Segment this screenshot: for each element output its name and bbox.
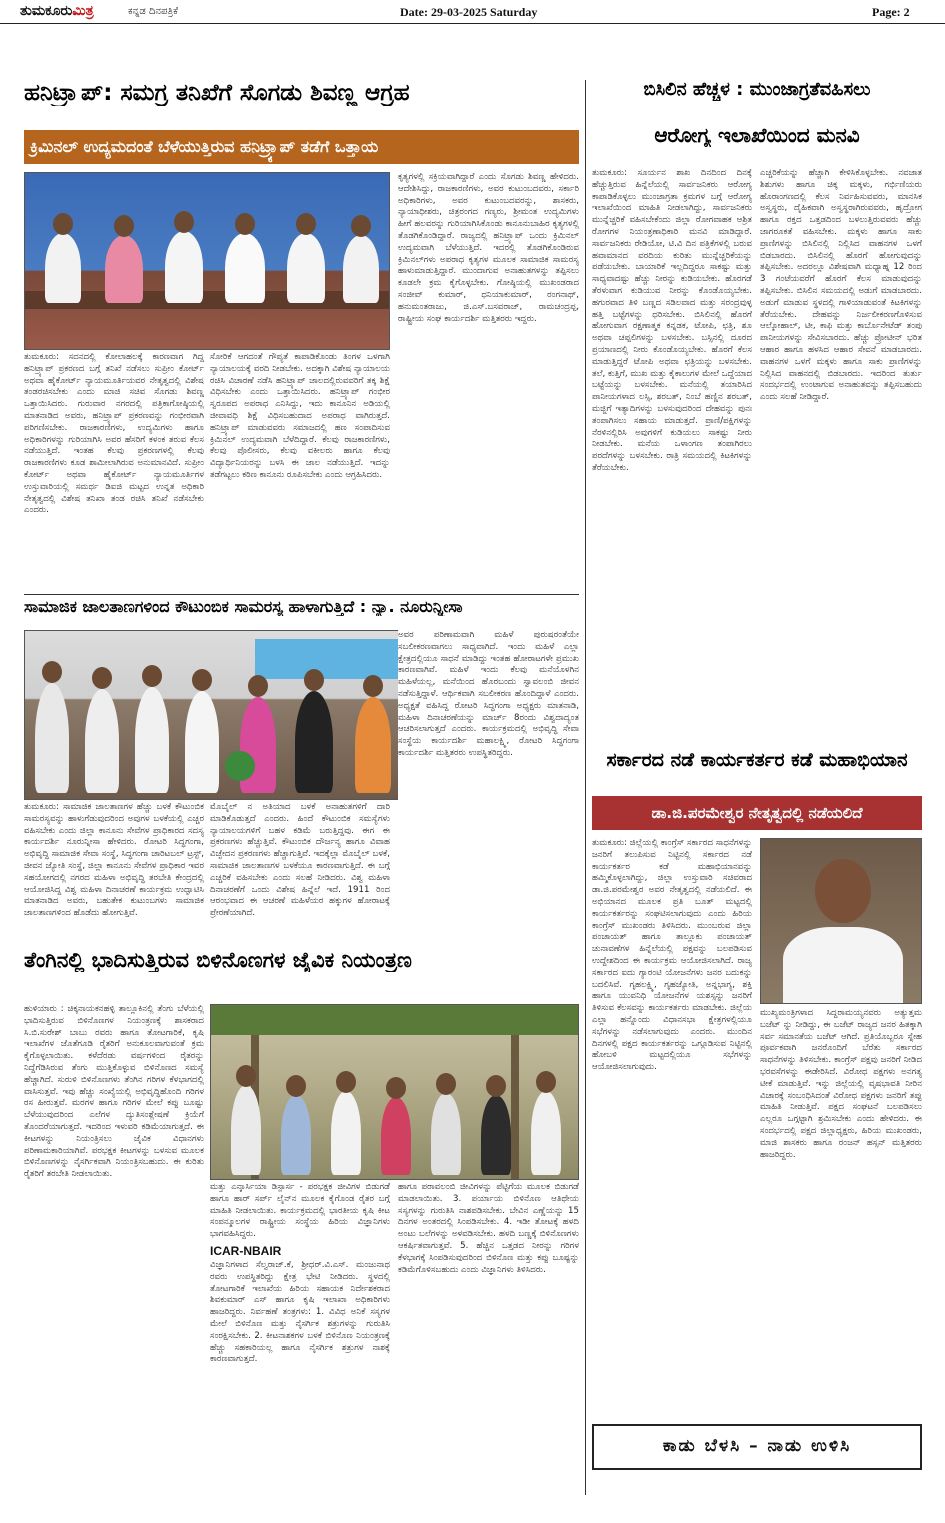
- newspaper-logo: [20, 3, 94, 19]
- story1-column-3: ಕೃತ್ಯಗಳಲ್ಲಿ ಸಕ್ರಿಯವಾಗಿದ್ದಾರೆ ಎಂದು ಸೊಗಡು ಶಿವಣ್ಣ ಹೇಳಿದರು. ಆದೇಶಿಸಿದ್ದು, ರಾಜಕಾರಣಿಗಳು, ಅವರ ಕುಟುಂಬದವರು, ಸರ್ಕಾರಿ ಅಧಿಕಾರಿಗಳು, ಅವರ ಕುಟುಂಬದವರನ್ನು, ಶಾಸಕರು, ನ್ಯಾಯಾಧೀಶರು, ಚಿತ್ರರಂಗದ ಗಣ್ಯರು, ಶ್ರೀಮಂತ ಉದ್ಯಮಿಗಳು ಹೀಗೆ ಹಲವರನ್ನು ಗುರಿಯಾಗಿಸಿಕೊಂಡು ಕಾನೂನುಬಾಹಿರ ಕೃತ್ಯಗಳಲ್ಲಿ ತೊಡಗಿಕೊಂಡಿದ್ದಾರೆ. ರಾಜ್ಯದಲ್ಲಿ ಹನಿಟ್ರ್ಯಾಪ್ ಒಂದು ಕ್ರಿಮಿನಲ್ ಉದ್ಯಮವಾಗಿ ಬೆಳೆಯುತ್ತಿದೆ. ಇದರಲ್ಲಿ ತೊಡಗಿಕೊಂಡಿರುವ ಕ್ರಿಮಿನಲ್‌ಗಳು ಅಪರಾಧ ಕೃತ್ಯಗಳ ಮೂಲಕ ಸಾಮಾಜಿಕ ಸಾಮರಸ್ಯ ಹಾಳುಮಾಡುತ್ತಿದ್ದಾರೆ. ಮುಂದಾಗುವ ಅನಾಹುತಗಳನ್ನು ತಪ್ಪಿಸಲು ಕೂಡಲೇ ಕ್ರಮ ಕೈಗೊಳ್ಳಬೇಕು. ಗೋಷ್ಠಿಯಲ್ಲಿ ಮುಖಂಡರಾದ ಸಂಜೀವ್ ಕುಮಾರ್, ಧನಿಯಾಕುಮಾರ್, ರಂಗನಾಥ್, ಹನುಮಂತರಾಜು, ಜಿ.ಎಸ್.ಬಸವರಾಜ್, ರಾಮಚಂದ್ರಪ್ಪ, ರಾಷ್ಟ್ರೀಯ ಸಂಘ ಕಾರ್ಯದರ್ಶಿ ಮತ್ತಿತರರು ಇದ್ದರು.: [398, 172, 579, 324]
- story5-headline: ತೆಂಗಿನಲ್ಲಿ ಭಾದಿಸುತ್ತಿರುವ ಬಿಳಿನೊಣಗಳ ಜೈವಿಕ ನಿಯಂತ್ರಣ: [24, 948, 412, 972]
- masthead: [0, 0, 945, 24]
- story4-column-2: ಮುಖ್ಯಮಂತ್ರಿಗಳಾದ ಸಿದ್ದರಾಮಯ್ಯನವರು ಅತ್ಯುತ್ತಮ ಬಜೆಟ್ ನ್ನು ನೀಡಿದ್ದು, ಈ ಬಜೆಟ್ ರಾಜ್ಯದ ಜನರ ಹಿತಕ್ಕಾಗಿ ಸರ್ವ ಸಮಾನತೆಯ ಬಜೆಟ್ ಆಗಿದೆ. ಪ್ರತಿಯೊಬ್ಬರೂ ಸ್ನೇಹ ಪೂರ್ವಕವಾಗಿ ಜನರೊಂದಿಗೆ ಬೆರೆತು ಸರ್ಕಾರದ ಸಾಧನೆಗಳನ್ನು ತಿಳಿಸಬೇಕು. ಕಾಂಗ್ರೆಸ್ ಪಕ್ಷವು ಜನರಿಗೆ ನೀಡಿದ ಭರವಸೆಗಳನ್ನು ಈಡೇರಿಸಿದೆ. ವಿರೋಧ ಪಕ್ಷಗಳು ಅನಗತ್ಯ ಟೀಕೆ ಮಾಡುತ್ತಿವೆ. ಇನ್ನು ಜಿಲ್ಲೆಯಲ್ಲಿ ವೃಷಭಾವತಿ ನೀರಿನ ವಿಚಾರಕ್ಕೆ ಸಂಬಂಧಿಸಿದಂತೆ ವಿರೋಧ ಪಕ್ಷಗಳು ಜನರಿಗೆ ತಪ್ಪು ಮಾಹಿತಿ ನೀಡುತ್ತಿವೆ. ಪಕ್ಷದ ಸಂಘಟನೆ ಬಲಪಡಿಸಲು ಎಲ್ಲರೂ ಒಗ್ಗಟ್ಟಾಗಿ ಶ್ರಮಿಸಬೇಕು ಎಂದು ಹೇಳಿದರು. ಈ ಸಂದರ್ಭದಲ್ಲಿ ಪಕ್ಷದ ಜಿಲ್ಲಾಧ್ಯಕ್ಷರು, ಹಿರಿಯ ಮುಖಂಡರು, ಮಾಜಿ ಶಾಸಕರು ಹಾಗೂ ರಂಜನ್ ಹಸ್ಸನ್ ಮತ್ತಿತರರು ಹಾಜರಿದ್ದರು.: [760, 1008, 922, 1160]
- story5-column-3: ಹಾಗೂ ಪರಾವಲಂಬಿ ಜೀವಿಗಳನ್ನು ಪೆಟ್ಟಿಗೆಯ ಮೂಲಕ ಬಿಡುಗಡೆ ಮಾಡಲಾಯಿತು. 3. ಪರ್ಯಾಯ ಬಿಳಿನೊಣ ಆತಿಥೇಯ ಸಸ್ಯಗಳನ್ನು ಗುರುತಿಸಿ ನಾಶಪಡಿಸಬೇಕು. ಬೇವಿನ ಎಣ್ಣೆಯನ್ನು 15 ದಿನಗಳ ಅಂತರದಲ್ಲಿ ಸಿಂಪಡಿಸಬೇಕು. 4. ಇಡೀ ತೋಟಕ್ಕೆ ಹಳದಿ ಅಂಟು ಬಲೆಗಳನ್ನು ಅಳವಡಿಸಬೇಕು. ಹಳದಿ ಬಣ್ಣಕ್ಕೆ ಬಿಳಿನೊಣಗಳು ಆಕರ್ಷಿತವಾಗುತ್ತವೆ. 5. ಹೆಚ್ಚಿನ ಒತ್ತಡದ ನೀರನ್ನು ಗರಿಗಳ ಕೆಳಭಾಗಕ್ಕೆ ಸಿಂಪಡಿಸುವುದರಿಂದ ಬಿಳಿನೊಣ ಮತ್ತು ಕಪ್ಪು ಬೂಷ್ಟನ್ನು ಕಡಿಮೆಗೊಳಿಸಬಹುದು ಎಂದು ವಿಜ್ಞಾನಿಗಳು ತಿಳಿಸಿದರು.: [398, 1182, 579, 1275]
- page-number: Page: 2: [872, 5, 910, 19]
- story4-subhead: ಡಾ.ಜಿ.ಪರಮೇಶ್ವರ ನೇತೃತ್ವದಲ್ಲಿ ನಡೆಯಲಿದೆ: [592, 796, 922, 830]
- story5-column-1: ಹುಳಿಯಾರು : ಚಿಕ್ಕನಾಯಕನಹಳ್ಳಿ ತಾಲ್ಲೂಕಿನಲ್ಲಿ ತೆಂಗು ಬೆಳೆಯಲ್ಲಿ ಭಾದಿಸುತ್ತಿರುವ ಬಿಳಿನೊಣಗಳ ನಿಯಂತ್ರಣಕ್ಕೆ ಶಾಸಕರಾದ ಸಿ.ಬಿ.ಸುರೇಶ್ ಬಾಬು ರವರು ಹಾಗೂ ತೋಟಗಾರಿಕೆ, ಕೃಷಿ ಇಲಾಖೆಗಳ ಜೊತೆಗೂಡಿ ರೈತರಿಗೆ ಅನುಕೂಲವಾಗುವಂತೆ ಕ್ರಮ ಕೈಗೊಳ್ಳಲಾಯಿತು. ಕಳೆದೆರಡು ವರ್ಷಗಳಿಂದ ರೈತರನ್ನು ನಿದ್ದೆಗೆಡಿಸಿರುವ ತೆಂಗು ಮುತ್ತಿಕೊಳ್ಳುವ ಬಿಳಿನೊಣದ ಸಮಸ್ಯೆ ಹೆಚ್ಚಾಗಿದೆ. ಸುರುಳಿ ಬಿಳಿನೊಣಗಳು ತೆಂಗಿನ ಗರಿಗಳ ಕೆಳಭಾಗದಲ್ಲಿ ವಾಸಿಸುತ್ತವೆ. ಇವು ಹೆಚ್ಚು ಸಂಖ್ಯೆಯಲ್ಲಿ ಅಭಿವೃದ್ಧಿಹೊಂದಿ ಗರಿಗಳ ರಸ ಹೀರುತ್ತವೆ. ಮರಗಳ ಹಾಗೂ ಗರಿಗಳ ಮೇಲೆ ಕಪ್ಪು ಬೂಷ್ಟು ಬೆಳೆಯುವುದರಿಂದ ಎಲೆಗಳ ದ್ಯುತಿಸಂಶ್ಲೇಷಣೆ ಕ್ರಿಯೆಗೆ ತೊಂದರೆಯಾಗುತ್ತದೆ. ಇದರಿಂದ ಇಳುವರಿ ಕಡಿಮೆಯಾಗುತ್ತದೆ. ಈ ಕೀಟಗಳನ್ನು ನಿಯಂತ್ರಿಸಲು ಜೈವಿಕ ವಿಧಾನಗಳು ಪರಿಣಾಮಕಾರಿಯಾಗಿವೆ. ಪರಭಕ್ಷಕ ಕೀಟಗಳನ್ನು ಬಳಸುವ ಮೂಲಕ ಬಿಳಿನೊಣಗಳನ್ನು ನೈಸರ್ಗಿಕವಾಗಿ ನಿಯಂತ್ರಿಸಬಹುದು. ಈ ಕುರಿತು ರೈತರಿಗೆ ತರಬೇತಿ ನೀಡಲಾಯಿತು.: [24, 1004, 204, 1180]
- slogan-box: ಕಾಡು ಬೆಳಸಿ – ನಾಡು ಉಳಿಸಿ: [592, 1424, 922, 1470]
- story2-column-2: ಎಚ್ಚರಿಕೆಯನ್ನು ಹೆಚ್ಚಾಗಿ ಕೇಳಿಸಿಕೊಳ್ಳಬೇಕು. ನವಜಾತ ಶಿಶುಗಳು ಹಾಗೂ ಚಿಕ್ಕ ಮಕ್ಕಳು, ಗರ್ಭಿಣಿಯರು ಹೊರಾಂಗಣದಲ್ಲಿ ಕೆಲಸ ನಿರ್ವಹಿಸುವವರು, ಮಾನಸಿಕ ಅಸ್ವಸ್ಥರು, ದೈಹಿಕವಾಗಿ ಅಸ್ವಸ್ಥರಾಗಿರುವವರು, ಹೃದ್ರೋಗ ಹಾಗೂ ರಕ್ತದ ಒತ್ತಡದಿಂದ ಬಳಲುತ್ತಿರುವವರು ಹೆಚ್ಚು ಜಾಗರೂಕತೆ ವಹಿಸಬೇಕು. ಮಕ್ಕಳು ಹಾಗೂ ಸಾಕು ಪ್ರಾಣಿಗಳನ್ನು ಬಿಸಿಲಿನಲ್ಲಿ ನಿಲ್ಲಿಸಿದ ವಾಹನಗಳ ಒಳಗೆ ಬಿಡಬಾರದು. ಬಿಸಿಲಿನಲ್ಲಿ ಹೊರಗೆ ಹೋಗುವುದನ್ನು ತಪ್ಪಿಸಬೇಕು. ಅದರಲ್ಲೂ ವಿಶೇಷವಾಗಿ ಮಧ್ಯಾಹ್ನ 12 ರಿಂದ 3 ಗಂಟೆಯವರೆಗೆ ಹೊರಗೆ ಕೆಲಸ ಮಾಡುವುದನ್ನು ತಪ್ಪಿಸಬೇಕು. ಬಿಸಿಲಿನ ಸಮಯದಲ್ಲಿ ಅಡುಗೆ ಮಾಡಬಾರದು. ಅಡುಗೆ ಮಾಡುವ ಸ್ಥಳದಲ್ಲಿ ಗಾಳಿಯಾಡುವಂತೆ ಕಿಟಕಿಗಳನ್ನು ತೆರೆಯಬೇಕು. ದೇಹವನ್ನು ನಿರ್ಜಲೀಕರಣಗೊಳಿಸುವ ಆಲ್ಕೋಹಾಲ್, ಟೀ, ಕಾಫಿ ಮತ್ತು ಕಾರ್ಬೊನೇಟೆಡ್ ತಂಪು ಪಾನೀಯಗಳನ್ನು ಸೇವಿಸಬಾರದು. ಹೆಚ್ಚು ಪ್ರೋಟೀನ್ ಭರಿತ ಆಹಾರ ಹಾಗೂ ಹಳಸಿದ ಆಹಾರ ಸೇವನೆ ಮಾಡಬಾರದು. ವಾಹನಗಳ ಒಳಗೆ ಮಕ್ಕಳು ಹಾಗೂ ಸಾಕು ಪ್ರಾಣಿಗಳನ್ನು ನಿಲ್ಲಿಸಿದ ವಾಹನದಲ್ಲಿ ಬಿಡಬಾರದು. ಇದರಿಂದ ತುರ್ತು ಸಂದರ್ಭದಲ್ಲಿ ಉಂಟಾಗುವ ಅನಾಹುತವನ್ನು ತಪ್ಪಿಸಬಹುದು ಎಂದು ಸಲಹೆ ನೀಡಿದ್ದಾರೆ.: [760, 168, 922, 403]
- plant-pot: [225, 751, 255, 781]
- story3-column-3: ಅವರ ಪರಿಣಾಮವಾಗಿ ಮಹಿಳೆ ಪುರುಷರಂತೆಯೇ ಸಬಲೀಕರಣವಾಗಲು ಸಾಧ್ಯವಾಗಿದೆ. ಇಂದು ಮಹಿಳೆ ಎಲ್ಲಾ ಕ್ಷೇತ್ರದಲ್ಲಿಯೂ ಸಾಧನೆ ಮಾಡಿದ್ದು ಇಂತಹ ಹೋರಾಟಗಳೇ ಪ್ರಮುಖ ಕಾರಣವಾಗಿವೆ. ಮಹಿಳೆ ಇಂದು ಕೆಲವು ಮನೆಯೊಳಗಿನ ಮಹಿಳೆಯಲ್ಲ, ಮನೆಯಿಂದ ಹೊರಬಂದು ಸ್ವಾವಲಂಬಿ ಜೀವನ ನಡೆಸುತ್ತಿದ್ದಾಳೆ. ಆರ್ಥಿಕವಾಗಿ ಸಬಲೀಕರಣ ಹೊಂದಿದ್ದಾಳೆ ಎಂದರು. ಅಧ್ಯಕ್ಷತೆ ವಹಿಸಿದ್ದ ರೋಟರಿ ಸಿದ್ಧಗಂಗಾ ಅಧ್ಯಕ್ಷರು ಮಾತನಾಡಿ, ಮಹಿಳಾ ದಿನಾಚರಣೆಯನ್ನು ಮಾರ್ಚ್ 8ರಂದು ವಿಶ್ವದಾದ್ಯಂತ ಆಚರಿಸಲಾಗುತ್ತದೆ ಎಂದರು. ಕಾರ್ಯಕ್ರಮದಲ್ಲಿ ಅಭಿವೃದ್ಧಿ ಸೇವಾ ಸಂಸ್ಥೆಯ ಕಾರ್ಯದರ್ಶಿ ಮಹಾಲಕ್ಷ್ಮಿ, ರೋಟರಿ ಸಿದ್ಧಗಂಗಾ ಕಾರ್ಯದರ್ಶಿ ಮತ್ತಿತರರು ಉಪಸ್ಥಿತರಿದ್ದರು.: [398, 630, 579, 942]
- story3-column-1: ತುಮಕೂರು: ಸಾಮಾಜಿಕ ಜಾಲತಾಣಗಳ ಹೆಚ್ಚು ಬಳಕೆ ಕೌಟುಂಬಿಕ ಸಾಮರಸ್ಯವನ್ನು ಹಾಳುಗೆಡುವುದರಿಂದ ಅವುಗಳ ಬಳಕೆಯಲ್ಲಿ ಎಚ್ಚರ ವಹಿಸಬೇಕು ಎಂದು ಜಿಲ್ಲಾ ಕಾನೂನು ಸೇವೆಗಳ ಪ್ರಾಧಿಕಾರದ ಸದಸ್ಯ ಕಾರ್ಯದರ್ಶಿ ನೂರುನ್ನೀಸಾ ಹೇಳಿದರು. ರೋಟರಿ ಸಿದ್ಧಗಂಗಾ, ಅಭಿವೃದ್ಧಿ ಸಾಮಾಜಿಕ ಸೇವಾ ಸಂಸ್ಥೆ, ಸಿದ್ಧಗಂಗಾ ಚಾರಿಟಬಲ್ ಟ್ರಸ್ಟ್, ಜೀವನ ಜ್ಯೋತಿ ಸಂಸ್ಥೆ, ಜಿಲ್ಲಾ ಕಾನೂನು ಸೇವೆಗಳ ಪ್ರಾಧಿಕಾರ ಇವರ ಸಹಯೋಗದಲ್ಲಿ ನಗರದ ಮಹಿಳಾ ಅಭಿವೃದ್ಧಿ ತರಬೇತಿ ಕೇಂದ್ರದಲ್ಲಿ ಆಯೋಜಿಸಿದ್ದ ವಿಶ್ವ ಮಹಿಳಾ ದಿನಾಚರಣೆ ಕಾರ್ಯಕ್ರಮ ಉದ್ಘಾಟಿಸಿ ಮಾತನಾಡಿದ ಅವರು, ಬಹುತೇಕ ಕುಟುಂಬಗಳು ಸಾಮಾಜಿಕ ಜಾಲತಾಣಗಳಿಂದ ಹೊಡೆದು ಹೋಗುತ್ತಿವೆ.: [24, 802, 204, 919]
- portrait-shirt: [783, 927, 903, 1004]
- edition-date: Date: 29-03-2025 Saturday: [400, 5, 538, 19]
- portrait-head: [815, 859, 871, 923]
- story2-headline: ಬಿಸಿಲಿನ ಹೆಚ್ಚಳ : ಮುಂಜಾಗ್ರತೆವಹಿಸಲು: [643, 80, 871, 100]
- story5-photo: [210, 1004, 579, 1180]
- story4-column-1: ತುಮಕೂರು: ಜಿಲ್ಲೆಯಲ್ಲಿ ಕಾಂಗ್ರೆಸ್ ಸರ್ಕಾರದ ಸಾಧನೆಗಳನ್ನು ಜನರಿಗೆ ತಲುಪಿಸುವ ನಿಟ್ಟಿನಲ್ಲಿ ಸರ್ಕಾರದ ನಡೆ ಕಾರ್ಯಕರ್ತರ ಕಡೆ ಮಹಾಭಿಯಾನವನ್ನು ಹಮ್ಮಿಕೊಳ್ಳಲಾಗಿದ್ದು, ಜಿಲ್ಲಾ ಉಸ್ತುವಾರಿ ಸಚಿವರಾದ ಡಾ.ಜಿ.ಪರಮೇಶ್ವರ ಅವರ ನೇತೃತ್ವದಲ್ಲಿ ನಡೆಯಲಿದೆ. ಈ ಅಭಿಯಾನದ ಮೂಲಕ ಪ್ರತಿ ಬೂತ್ ಮಟ್ಟದಲ್ಲಿ ಕಾರ್ಯಕರ್ತರನ್ನು ಸಂಘಟಿಸಲಾಗುವುದು ಎಂದು ಹಿರಿಯ ಕಾಂಗ್ರೆಸ್ ಮುಖಂಡರು ತಿಳಿಸಿದರು. ಮುಂಬರುವ ಜಿಲ್ಲಾ ಪಂಚಾಯತ್ ಹಾಗೂ ತಾಲ್ಲೂಕು ಪಂಚಾಯತ್ ಚುನಾವಣೆಗಳ ಹಿನ್ನೆಲೆಯಲ್ಲಿ ಪಕ್ಷವನ್ನು ಬಲಪಡಿಸುವ ಉದ್ದೇಶದಿಂದ ಈ ಕಾರ್ಯಕ್ರಮ ಆಯೋಜಿಸಲಾಗಿದೆ. ರಾಜ್ಯ ಸರ್ಕಾರದ ಐದು ಗ್ಯಾರಂಟಿ ಯೋಜನೆಗಳು ಜನರ ಬದುಕನ್ನು ಬದಲಿಸಿವೆ. ಗೃಹಲಕ್ಷ್ಮಿ, ಗೃಹಜ್ಯೋತಿ, ಅನ್ನಭಾಗ್ಯ, ಶಕ್ತಿ ಹಾಗೂ ಯುವನಿಧಿ ಯೋಜನೆಗಳ ಯಶಸ್ಸನ್ನು ಜನರಿಗೆ ತಿಳಿಸುವ ಕೆಲಸವನ್ನು ಕಾರ್ಯಕರ್ತರು ಮಾಡಬೇಕು. ಜಿಲ್ಲೆಯ ಎಲ್ಲಾ ಹನ್ನೊಂದು ವಿಧಾನಸಭಾ ಕ್ಷೇತ್ರಗಳಲ್ಲಿಯೂ ಸಭೆಗಳನ್ನು ನಡೆಸಲಾಗುವುದು ಎಂದರು. ಮುಂದಿನ ದಿನಗಳಲ್ಲಿ ಪಕ್ಷದ ಕಾರ್ಯಕರ್ತರನ್ನು ಒಗ್ಗೂಡಿಸುವ ನಿಟ್ಟಿನಲ್ಲಿ ಹೋಬಳಿ ಮಟ್ಟದಲ್ಲಿಯೂ ಸಭೆಗಳನ್ನು ಆಯೋಜಿಸಲಾಗುವುದು.: [592, 838, 752, 1073]
- logo-text: ತುಮಕೂರು: [20, 3, 73, 19]
- story2-column-1: ತುಮಕೂರು: ಸೂರ್ಯನ ಶಾಖ ದಿನದಿಂದ ದಿನಕ್ಕೆ ಹೆಚ್ಚುತ್ತಿರುವ ಹಿನ್ನೆಲೆಯಲ್ಲಿ ಸಾರ್ವಜನಿಕರು ಆರೋಗ್ಯ ಕಾಪಾಡಿಕೊಳ್ಳಲು ಮುಂಜಾಗ್ರತಾ ಕ್ರಮಗಳ ಬಗ್ಗೆ ಆರೋಗ್ಯ ಇಲಾಖೆಯಿಂದ ಮಾಹಿತಿ ನೀಡಲಾಗಿದ್ದು, ಸಾರ್ವಜನಿಕರು ಮುನ್ನೆಚ್ಚರಿಕೆ ವಹಿಸಬೇಕೆಂದು ಜಿಲ್ಲಾ ರೋಗವಾಹಕ ಆಶ್ರಿತ ರೋಗಗಳ ನಿಯಂತ್ರಣಾಧಿಕಾರಿ ಮನವಿ ಮಾಡಿದ್ದಾರೆ. ಸಾರ್ವಜನಿಕರು ರೇಡಿಯೋ, ಟಿ.ವಿ ದಿನ ಪತ್ರಿಕೆಗಳಲ್ಲಿ ಬರುವ ಹವಾಮಾನದ ವರದಿಯ ಕುರಿತು ಮುನ್ನೆಚ್ಚರಿಕೆಯನ್ನು ಪಡೆಯಬೇಕು. ಬಾಯಾರಿಕೆ ಇಲ್ಲದಿದ್ದರೂ ಸಾಕಷ್ಟು ಮತ್ತು ಸಾಧ್ಯವಾದಷ್ಟು ಹೆಚ್ಚು ನೀರನ್ನು ಕುಡಿಯಬೇಕು. ಹೊರಗಡೆ ತೆರಳುವಾಗ ಕುಡಿಯುವ ನೀರನ್ನು ಕೊಂಡೊಯ್ಯಬೇಕು. ಹಗುರವಾದ ತಿಳಿ ಬಣ್ಣದ ಸಡಿಲವಾದ ಮತ್ತು ಸರಂದ್ರವುಳ್ಳ ಹತ್ತಿ ಬಟ್ಟೆಗಳನ್ನು ಧರಿಸಬೇಕು. ಬಿಸಿಲಿನಲ್ಲಿ ಹೊರಗೆ ಹೋಗುವಾಗ ರಕ್ಷಣಾತ್ಮಕ ಕನ್ನಡಕ, ಟೋಪಿ, ಛತ್ರಿ, ಶೂ ಅಥವಾ ಚಪ್ಪಲಿಗಳನ್ನು ಬಳಸಬೇಕು. ಬಸ್ಸಿನಲ್ಲಿ ದೂರದ ಪ್ರಯಾಣದಲ್ಲಿ ನೀರು ಕೊಂಡೊಯ್ಯಬೇಕು. ಹೊರಗೆ ಕೆಲಸ ಮಾಡುತ್ತಿದ್ದರೆ ಟೋಪಿ ಅಥವಾ ಛತ್ರಿಯನ್ನು ಬಳಸಬೇಕು. ತಲೆ, ಕುತ್ತಿಗೆ, ಮುಖ ಮತ್ತು ಕೈಕಾಲುಗಳ ಮೇಲೆ ಒದ್ದೆಯಾದ ಬಟ್ಟೆಯನ್ನು ಬಳಸಬೇಕು. ಮನೆಯಲ್ಲಿ ತಯಾರಿಸಿದ ಪಾನೀಯಗಳಾದ ಲಸ್ಸಿ, ಶರಬತ್, ನಿಂಬೆ ಹಣ್ಣಿನ ಶರಬತ್, ಮಜ್ಜಿಗೆ ಇತ್ಯಾದಿಗಳನ್ನು ಬಳಸುವುದರಿಂದ ದೇಹವನ್ನು ಪುನಃ ತಂಪಾಗಿಸಲು ಸಹಾಯ ಮಾಡುತ್ತದೆ. ಪ್ರಾಣಿ/ಪಕ್ಷಿಗಳನ್ನು ನೆರಳಿನಲ್ಲಿರಿಸಿ ಅವುಗಳಿಗೆ ಕುಡಿಯಲು ಸಾಕಷ್ಟು ನೀರು ನೀಡಬೇಕು. ಮನೆಯ ಒಳಾಂಗಣ ತಂಪಾಗಿರಲು ಪರದೆಗಳನ್ನು ಬಳಸಬೇಕು. ರಾತ್ರಿ ಸಮಯದಲ್ಲಿ ಕಿಟಕಿಗಳನ್ನು ತೆರೆಯಬೇಕು.: [592, 168, 752, 473]
- story4-headline: ಸರ್ಕಾರದ ನಡೆ ಕಾರ್ಯಕರ್ತರ ಕಡೆ ಮಹಾಭಿಯಾನ: [606, 750, 908, 771]
- story5-column-2-continued: ವಿಜ್ಞಾನಿಗಳಾದ ಸೆಲ್ವರಾಜ್.ಕೆ, ಶ್ರೀಧರ್.ವಿ.ಎಸ್. ಮಂಜುನಾಥ ರವರು ಉಪಸ್ಥಿತರಿದ್ದು ಕ್ಷೇತ್ರ ಭೇಟಿ ನೀಡಿದರು. ಸ್ಥಳದಲ್ಲಿ ತೋಟಗಾರಿಕೆ ಇಲಾಖೆಯ ಹಿರಿಯ ಸಹಾಯಕ ನಿರ್ದೇಶಕರಾದ ಶಿವಕುಮಾರ್ ಎಸ್ ಹಾಗೂ ಕೃಷಿ ಇಲಾಖಾ ಅಧಿಕಾರಿಗಳು ಹಾಜರಿದ್ದರು. ನಿರ್ವಹಣೆ ತಂತ್ರಗಳು: 1. ವಿವಿಧ ಅನಿಕೆ ಸಸ್ಯಗಳ ಮೇಲೆ ಬಿಳಿನೊಣ ಮತ್ತು ನೈಸರ್ಗಿಕ ಶತ್ರುಗಳನ್ನು ಗುರುತಿಸಿ ಸಂರಕ್ಷಿಸಬೇಕು. 2. ಕೀಟನಾಶಕಗಳ ಬಳಕೆ ಬಿಳಿನೊಣ ನಿಯಂತ್ರಣಕ್ಕೆ ಹೆಚ್ಚು ಸಹಕಾರಿಯಲ್ಲ ಹಾಗೂ ನೈಸರ್ಗಿಕ ಶತ್ರುಗಳ ನಾಶಕ್ಕೆ ಕಾರಣವಾಗುತ್ತದೆ.: [210, 1260, 390, 1365]
- leader-portrait: [760, 838, 922, 1004]
- section-divider: [24, 594, 579, 595]
- story1-column-2: ಸೋರಿಕೆ ಆಗದಂತೆ ಗೌಪ್ಯತೆ ಕಾಪಾಡಿಕೊಂಡು ತಿಂಗಳ ಒಳಗಾಗಿ ನ್ಯಾಯಾಲಯಕ್ಕೆ ವರದಿ ನೀಡಬೇಕು. ಅದಕ್ಕಾಗಿ ವಿಶೇಷ ನ್ಯಾಯಾಲಯ ರಚಿಸಿ ವಿಚಾರಣೆ ನಡೆಸಿ ಹನಿಟ್ರ್ಯಾಪ್ ಜಾಲದಲ್ಲಿರುವವರಿಗೆ ತಕ್ಕ ಶಿಕ್ಷೆ ವಿಧಿಸಬೇಕು ಎಂದು ಒತ್ತಾಯಿಸಿದರು. ಹನಿಟ್ರ್ಯಾಪ್ ಗಂಭೀರ ಸ್ವರೂಪದ ಅಪರಾಧ ಎನಿಸಿದ್ದು, ಇದು ಕಾನೂನಿನ ಅಡಿಯಲ್ಲಿ ಜೀವಾವಧಿ ಶಿಕ್ಷೆ ವಿಧಿಸಬಹುದಾದ ಅಪರಾಧ ವಾಗಿರುತ್ತದೆ. ಹನಿಟ್ರ್ಯಾಪ್ ಮಾಡುವವರು ಸಮಾಜದಲ್ಲಿ ಹಣ ಸಂಪಾದಿಸುವ ಕ್ರಿಮಿನಲ್ ಉದ್ಯಮವಾಗಿ ಬೆಳೆದಿದ್ದಾರೆ. ಕೆಲವು ರಾಜಕಾರಣಿಗಳು, ಕೆಲವು ಪೊಲೀಸರು, ಕೆಲವು ವಕೀಲರು ಹಾಗೂ ಕೆಲವು ವಿದ್ಯಾರ್ಥಿನಿಯರನ್ನು ಬಳಸಿ ಈ ಜಾಲ ನಡೆಯುತ್ತಿದೆ. ಇದನ್ನು ತಡೆಗಟ್ಟಲು ಕಠಿಣ ಕಾನೂನು ರೂಪಿಸಬೇಕು ಎಂದು ಆಗ್ರಹಿಸಿದರು.: [210, 352, 390, 480]
- story1-headline: ಹನಿಟ್ರ್ಯಾಪ್: ಸಮಗ್ರ ತನಿಖೆಗೆ ಸೊಗಡು ಶಿವಣ್ಣ ಆಗ್ರಹ: [24, 80, 410, 106]
- story3-column-2: ಮೊಬೈಲ್ ನ ಅತಿಯಾದ ಬಳಕೆ ಅನಾಹುತಗಳಿಗೆ ದಾರಿ ಮಾಡಿಕೊಡುತ್ತದೆ ಎಂದರು. ಹಿಂದೆ ಕೌಟುಂಬಿಕ ಸಮಸ್ಯೆಗಳು ನ್ಯಾಯಾಲಯಗಳಿಗೆ ಬಹಳ ಕಡಿಮೆ ಬರುತ್ತಿದ್ದವು. ಈಗ ಈ ಪ್ರಕರಣಗಳು ಹೆಚ್ಚುತ್ತಿವೆ. ಕೌಟುಂಬಿಕ ದೌರ್ಜನ್ಯ ಹಾಗೂ ವಿವಾಹ ವಿಚ್ಛೇದನ ಪ್ರಕರಣಗಳು ಹೆಚ್ಚಾಗುತ್ತಿವೆ. ಇದಕ್ಕೆಲ್ಲಾ ಮೊಬೈಲ್ ಬಳಕೆ, ಸಾಮಾಜಿಕ ಜಾಲತಾಣಗಳ ಬಳಕೆಯೂ ಕಾರಣವಾಗುತ್ತಿದೆ. ಈ ಬಗ್ಗೆ ಎಚ್ಚರಿಕೆ ವಹಿಸಬೇಕು ಎಂದು ಸಲಹೆ ನೀಡಿದರು. ವಿಶ್ವ ಮಹಿಳಾ ದಿನಾಚರಣೆಗೆ ಒಂದು ವಿಶೇಷ ಹಿನ್ನೆಲೆ ಇದೆ. 1911 ರಿಂದ ಆರಂಭವಾದ ಈ ಆಚರಣೆ ಮಹಿಳೆಯರ ಹಕ್ಕುಗಳ ಹೋರಾಟಕ್ಕೆ ಪ್ರೇರಣೆಯಾಗಿದೆ.: [210, 802, 390, 919]
- coconut-canopy: [211, 1005, 579, 1035]
- column-divider: [585, 80, 586, 1495]
- story1-photo: [24, 172, 390, 350]
- story5-column-2: ಮತ್ತು ಎನ್ಕಾರ್ಸಿಯಾ ಡಿಸ್ಪಾರ್ಸ - ಪರಭಕ್ಷಕ ಜೀವಿಗಳ ಬಿಡುಗಡೆ ಹಾಗೂ ಹಾರ್ ಸರ್ಪ್ ಲೈನ್‌ನ ಮೂಲಕ ಕೈಗೊಂಡ ರೈತರ ಬಗ್ಗೆ ಮಾಹಿತಿ ನೀಡಲಾಯಿತು. ಕಾರ್ಯಕ್ರಮದಲ್ಲಿ ಭಾರತೀಯ ಕೃಷಿ ಕೀಟ ಸಂಪನ್ಮೂಲಗಳ ರಾಷ್ಟ್ರೀಯ ಸಂಸ್ಥೆಯ ಹಿರಿಯ ವಿಜ್ಞಾನಿಗಳು ಭಾಗವಹಿಸಿದ್ದರು.: [210, 1182, 390, 1240]
- story1-subhead: ಕ್ರಿಮಿನಲ್ ಉದ್ಯಮದಂತೆ ಬೆಳೆಯುತ್ತಿರುವ ಹನಿಟ್ರ್ಯಾಪ್ ತಡೆಗೆ ಒತ್ತಾಯ: [24, 130, 579, 164]
- story2-headline-line2: ಆರೋಗ್ಯ ಇಲಾಖೆಯಿಂದ ಮನವಿ: [654, 124, 860, 147]
- story3-headline: ಸಾಮಾಜಿಕ ಜಾಲತಾಣಗಳಿಂದ ಕೌಟುಂಬಿಕ ಸಾಮರಸ್ಯ ಹಾಳಾಗುತ್ತಿದೆ : ನ್ಯಾ. ನೂರುನ್ನೀಸಾ: [24, 598, 463, 616]
- organisation-name: ICAR-NBAIR: [210, 1244, 282, 1258]
- story1-column-1: ತುಮಕೂರು: ಸದನದಲ್ಲಿ ಕೋಲಾಹಲಕ್ಕೆ ಕಾರಣವಾಗ ಗಿದ್ದ ಹನಿಟ್ರ್ಯಾಪ್ ಪ್ರಕರಣದ ಬಗ್ಗೆ ತನಿಖೆ ನಡೆಸಲು ಸುಪ್ರೀಂ ಕೋರ್ಟ್ ಅಥವಾ ಹೈಕೋರ್ಟ್ ನ್ಯಾಯಮೂರ್ತಿಯವರ ನೇತೃತ್ವದಲ್ಲಿ ವಿಶೇಷ ತಂಡರಚಿಸಬೇಕು ಎಂದು ಮಾಜಿ ಸಚಿವ ಸೊಗಡು ಶಿವಣ್ಣ ಒತ್ತಾಯಿಸಿದರು. ಗುರುವಾರ ನಗರದಲ್ಲಿ ಪತ್ರಿಕಾಗೋಷ್ಠಿಯಲ್ಲಿ ಮಾತನಾಡಿದ ಅವರು, ಹನಿಟ್ರ್ಯಾಪ್ ಪ್ರಕರಣವನ್ನು ಗಂಭೀರವಾಗಿ ಪರಿಗಣಿಸಬೇಕು. ರಾಜಕಾರಣಿಗಳು, ಉದ್ಯಮಿಗಳು ಹಾಗೂ ಅಧಿಕಾರಿಗಳನ್ನು ಗುರಿಯಾಗಿಸಿ ಅವರ ಹೆಸರಿಗೆ ಕಳಂಕ ತರುವ ಕೆಲಸ ನಡೆಯುತ್ತಿದೆ. ಇಂತಹ ಕೆಲವು ಪ್ರಕರಣಗಳಲ್ಲಿ ಕೆಲವು ರಾಜಕಾರಣಿಗಳು ಕೂಡ ಶಾಮೀಲಾಗಿರುವ ಅನುಮಾನವಿದೆ. ಸುಪ್ರೀಂ ಕೋರ್ಟ್ ಅಥವಾ ಹೈಕೋರ್ಟ್ ನ್ಯಾಯಮೂರ್ತಿಗಳ ಉಸ್ತುವಾರಿಯಲ್ಲಿ ಸಮರ್ಥ ಡಿಐಜಿ ಮಟ್ಟದ ಉನ್ನತ ಅಧಿಕಾರಿ ನೇತೃತ್ವದಲ್ಲಿ ವಿಶೇಷ ತನಿಖಾ ತಂಡ ರಚಿಸಿ ತನಿಖೆ ನಡೆಸಬೇಕು ಎಂದರು.: [24, 352, 204, 516]
- logo-accent-text: ಮಿತ್ರ: [72, 3, 94, 19]
- newspaper-subtitle: ಕನ್ನಡ ದಿನಪತ್ರಿಕೆ: [128, 6, 179, 17]
